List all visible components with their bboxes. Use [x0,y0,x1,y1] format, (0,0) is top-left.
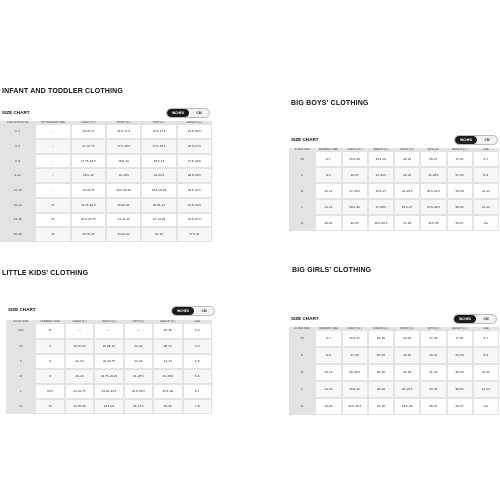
table-cell: 28.5–29.5 [368,215,394,231]
boys-size-chart-label: SIZE CHART [291,137,319,142]
table-cell: – [35,124,70,139]
table-cell: 18–20 [315,215,341,231]
table-cell: 21–21.25 [106,213,141,228]
table-cell: 24–25 [394,364,420,381]
column-header: CHEST (in.) [342,327,368,330]
table-cell: – [35,168,70,183]
table-cell: 29.5–31.5 [177,183,212,198]
column-header: INSEAM (in.) [368,327,394,330]
row-label: M [6,369,35,384]
table-row [0,139,212,154]
table-row [6,384,212,399]
little-section-title: LITTLE KIDS' CLOTHING [2,268,89,277]
table-cell: 18.5–19 [71,168,106,183]
table-cell: 27–28 [420,330,446,347]
table-cell: 25.5–26.5 [124,384,153,399]
table-cell: 23–24 [124,354,153,369]
table-cell: 28–29 [368,381,394,398]
girls-cm-option[interactable]: CM [483,317,489,321]
column-header: HEIGHT (in.) [177,121,212,124]
little-cm-option[interactable]: CM [201,309,207,313]
table-row [6,323,212,338]
row-label: L [6,384,35,399]
table-cell: 12–13 [473,199,499,215]
boys-inches-option[interactable]: INCHES [455,136,477,144]
table-cell: 33.5–35 [420,215,446,231]
table-row [289,167,499,183]
table-cell: 19–19.5 [106,168,141,183]
row-label: 36–48 [0,227,35,242]
table-cell: 27–28.5 [342,183,368,199]
table-cell: 23.5–25.5 [177,124,212,139]
column-header: HEIGHT (in.) [447,327,473,330]
girls-size-table [289,327,499,415]
row-label: 0–3 [0,124,35,139]
table-cell: 23–24 [394,347,420,364]
table-cell: 63–67 [447,215,473,231]
column-header: HIPS (in.) [141,121,176,124]
column-header: ALPHA SIZE [289,148,315,151]
column-header: ALPHA SIZE [6,320,35,323]
table-cell: 14–16 [315,381,341,398]
table-cell: – [35,139,70,154]
row-label: M [289,183,315,199]
table-cell: 8–9 [315,167,341,183]
infant-inches-option[interactable]: INCHES [167,109,189,117]
table-cell: 10–11 [473,183,499,199]
table-cell: 4 [35,339,64,354]
table-cell: 18.5–19 [106,154,141,169]
table-cell: 28.5–32 [342,199,368,215]
table-cell: 22–23 [394,330,420,347]
table-cell: 26–27.5 [124,399,153,414]
little-size-table [6,320,212,414]
table-cell: 20.75–22 [65,339,94,354]
table-cell: 24.75–26 [65,399,94,414]
table-cell: 47–51 [447,330,473,347]
table-cell: 26–28 [368,364,394,381]
table-cell: 22–22.75 [94,354,123,369]
table-row [0,168,212,183]
table-row [289,330,499,347]
row-label: XXS [6,323,35,338]
table-cell: 63–67 [447,398,473,415]
column-header: HEIGHT (in.) [153,320,182,323]
column-header: NUMERIC SIZE [315,148,341,151]
table-cell: 16.5–17.5 [141,124,176,139]
table-cell: 2T [35,198,70,213]
table-cell: 8–9 [473,167,499,183]
table-cell: 31.5–33.5 [177,198,212,213]
table-cell: 55–59 [447,364,473,381]
table-cell: 23.5–24 [368,151,394,167]
column-header: WAIST (in.) [394,327,420,330]
table-cell: 26.5–29 [394,398,420,415]
column-header: CHEST (in.) [71,121,106,124]
table-cell: 29–30 [368,398,394,415]
table-row [0,124,212,139]
column-header: AGE [473,148,499,151]
table-cell: 31.5–33.5 [420,199,446,215]
table-cell: 28.5–29.5 [177,168,212,183]
column-header: AGE [473,327,499,330]
table-cell: 3T [35,323,64,338]
table-cell: 27–28.5 [368,199,394,215]
table-cell: 16.5–17.5 [106,124,141,139]
table-row [6,369,212,384]
column-header: WAIST (in.) [106,121,141,124]
table-cell: 19–19.5 [141,168,176,183]
table-cell: 14–16 [315,199,341,215]
table-cell: 8–9 [473,347,499,364]
table-cell: 24–25.5 [368,167,394,183]
table-row [289,199,499,215]
girls-section-title: BIG GIRLS' CLOTHING [292,265,372,274]
table-cell: 51–55 [447,347,473,364]
table-cell: 2–3 [183,323,212,338]
table-cell: 43–45.5 [153,369,182,384]
table-cell: — [94,323,123,338]
column-header: WAIST (in.) [394,148,420,151]
row-label: XL [289,215,315,231]
column-header: INSEAM (in.) [368,148,394,151]
table-cell: 6–7 [315,330,341,347]
table-cell: 21.25–22 [94,339,123,354]
boys-cm-option[interactable]: CM [484,138,490,142]
row-label: XL [289,398,315,415]
table-cell: 3–4 [183,339,212,354]
column-header: NUMERIC SIZE [315,327,341,330]
table-cell: 19.75–20.5 [71,198,106,213]
table-cell: 28–29.5 [342,364,368,381]
infant-section-title: INFANT AND TODDLER CLOTHING [2,86,124,95]
table-cell: 22–23 [65,354,94,369]
table-cell: 32–35 [342,215,368,231]
table-cell: 24–25.5 [394,183,420,199]
table-row [6,354,212,369]
table-row [0,198,212,213]
table-cell: 8–9 [315,347,341,364]
table-cell: 55–59 [447,183,473,199]
table-cell: 14+ [473,215,499,231]
table-cell: 6–7 [183,384,212,399]
table-cell: 18–20 [315,398,341,415]
girls-unit-toggle[interactable] [453,314,497,324]
table-cell: 7X [35,399,64,414]
table-cell: 25.5–26 [342,151,368,167]
table-cell: 23–24 [394,167,420,183]
little-size-chart-label: SIZE CHART [8,307,36,312]
table-row [0,183,212,198]
table-cell: 22–23 [394,151,420,167]
table-cell: 6–7 [315,151,341,167]
table-row [289,381,499,398]
row-label: 12–18 [0,183,35,198]
little-unit-toggle[interactable] [171,306,215,316]
table-row [0,154,212,169]
table-cell: 17.5–18.5 [141,139,176,154]
table-cell: 20.5–20.75 [71,213,106,228]
table-row [289,183,499,199]
column-header: CHEST (in.) [65,320,94,323]
table-cell: 23–25 [368,330,394,347]
table-cell: 18.5–19 [141,154,176,169]
table-cell: – [35,183,70,198]
row-label: 18–24 [0,198,35,213]
girls-inches-option[interactable]: INCHES [454,315,476,323]
table-cell: 24–24.75 [65,384,94,399]
table-cell: 25–26.5 [394,381,420,398]
table-cell: 10–12 [315,183,341,199]
column-header: HIPS (in.) [420,327,446,330]
table-cell: 17.5–18.5 [106,139,141,154]
table-cell: 16.25–17 [71,124,106,139]
boys-unit-toggle[interactable] [454,135,498,145]
table-cell: 5 [35,354,64,369]
table-cell: 29.5–32 [342,381,368,398]
table-cell: 6–7 [473,151,499,167]
column-header: US TODDLER SIZE [35,121,70,124]
table-cell: 25.5–27 [342,330,368,347]
table-cell: 19.5–20.25 [141,183,176,198]
boys-section-title: BIG BOYS' CLOTHING [291,98,369,107]
table-cell: 28.5–31.5 [420,183,446,199]
column-header: WAIST (in.) [94,320,123,323]
table-row [289,151,499,167]
table-cell: 38–41 [153,339,182,354]
table-cell: 20.75–22 [71,227,106,242]
infant-cm-option[interactable]: CM [196,111,202,115]
column-header: NUMERIC SIZE [35,320,64,323]
row-label: 3–6 [0,139,35,154]
table-cell: 6X/7 [35,384,64,399]
table-cell: 14+ [473,398,499,415]
column-header: HIPS (in.) [124,320,153,323]
infant-unit-toggle[interactable] [166,108,210,118]
row-label: XL [6,399,35,414]
table-cell: 23–24 [65,369,94,384]
table-row [289,347,499,364]
table-cell: 3T [35,213,70,228]
table-cell: 4–5 [183,354,212,369]
table-cell: 17.75–18.5 [71,154,106,169]
table-cell: 4T [35,227,70,242]
table-cell: — [65,323,94,338]
row-label: XS [6,339,35,354]
table-cell: 21.25–22 [106,227,141,242]
table-cell: 7–8 [183,399,212,414]
table-cell: 59–63 [447,199,473,215]
table-cell: 12–13 [473,381,499,398]
row-label: L [289,381,315,398]
table-cell: 59–63 [447,381,473,398]
row-label: L [289,199,315,215]
table-cell: 20.25–21 [141,198,176,213]
table-cell: 47–51 [447,151,473,167]
table-cell: 22–23 [141,227,176,242]
table-cell: 25.5–27.5 [177,139,212,154]
table-cell: 24–25.5 [124,369,153,384]
table-cell: 10–12 [315,364,341,381]
row-label: 6–9 [0,154,35,169]
table-cell: – [35,154,70,169]
row-label: M [289,364,315,381]
row-label: XS [289,330,315,347]
table-cell: 25–26 [368,347,394,364]
table-cell: 29–31 [420,347,446,364]
table-cell: 26–27 [420,151,446,167]
column-header: AGE IN MONTHS [0,121,35,124]
infant-size-table [0,121,212,242]
table-row [0,227,212,242]
table-row [289,215,499,231]
girls-size-chart-label: SIZE CHART [291,316,319,321]
table-cell: 33–35 [420,381,446,398]
table-cell: 17–17.75 [71,139,106,154]
table-cell: 33.5–37.5 [177,213,212,228]
row-label: 9–12 [0,168,35,183]
column-header: HEIGHT (in.) [447,148,473,151]
table-cell: 41–43 [153,354,182,369]
column-header: ALPHA SIZE [289,327,315,330]
table-cell: 22–23 [124,339,153,354]
table-cell: 48–50 [153,399,182,414]
table-cell: 25.5–27 [368,183,394,199]
table-cell: 23.25–23.5 [94,384,123,399]
row-label: S [6,354,35,369]
table-cell: 20.25–21 [106,198,141,213]
boys-size-table [289,148,499,231]
table-cell: 22.75–23.25 [94,369,123,384]
table-cell: 21–21.25 [141,213,176,228]
table-cell: — [124,323,153,338]
table-cell: 27–28 [342,347,368,364]
table-cell: 25.5–27 [394,199,420,215]
row-label: 24–36 [0,213,35,228]
table-cell: 6 [35,369,64,384]
table-cell: 26–28.5 [420,167,446,183]
table-cell: 19.5–20.25 [106,183,141,198]
table-cell: 26–27 [342,167,368,183]
table-cell: 19–19.75 [71,183,106,198]
column-header: AGE [183,320,212,323]
table-cell: 27.5–28.5 [177,154,212,169]
table-cell: 51–55 [447,167,473,183]
table-cell: 10–11 [473,364,499,381]
table-cell: 45.5–48 [153,384,182,399]
infant-size-chart-label: SIZE CHART [2,110,30,115]
table-cell: 32.5–36.5 [342,398,368,415]
table-cell: 23.5–24 [94,399,123,414]
column-header: HIPS (in.) [420,148,446,151]
table-cell: 35–37 [420,398,446,415]
table-row [6,399,212,414]
row-label: XS [289,151,315,167]
table-row [0,213,212,228]
table-cell: 36–38 [153,323,182,338]
table-cell: 37.5–41 [177,227,212,242]
little-inches-option[interactable]: INCHES [172,307,194,315]
table-cell: 31–33 [420,364,446,381]
row-label: S [289,167,315,183]
table-cell: 6–7 [473,330,499,347]
table-cell: 27–28 [394,215,420,231]
table-cell: 5–6 [183,369,212,384]
table-row [289,398,499,415]
table-row [289,364,499,381]
row-label: S [289,347,315,364]
table-row [6,339,212,354]
column-header: CHEST (in.) [342,148,368,151]
